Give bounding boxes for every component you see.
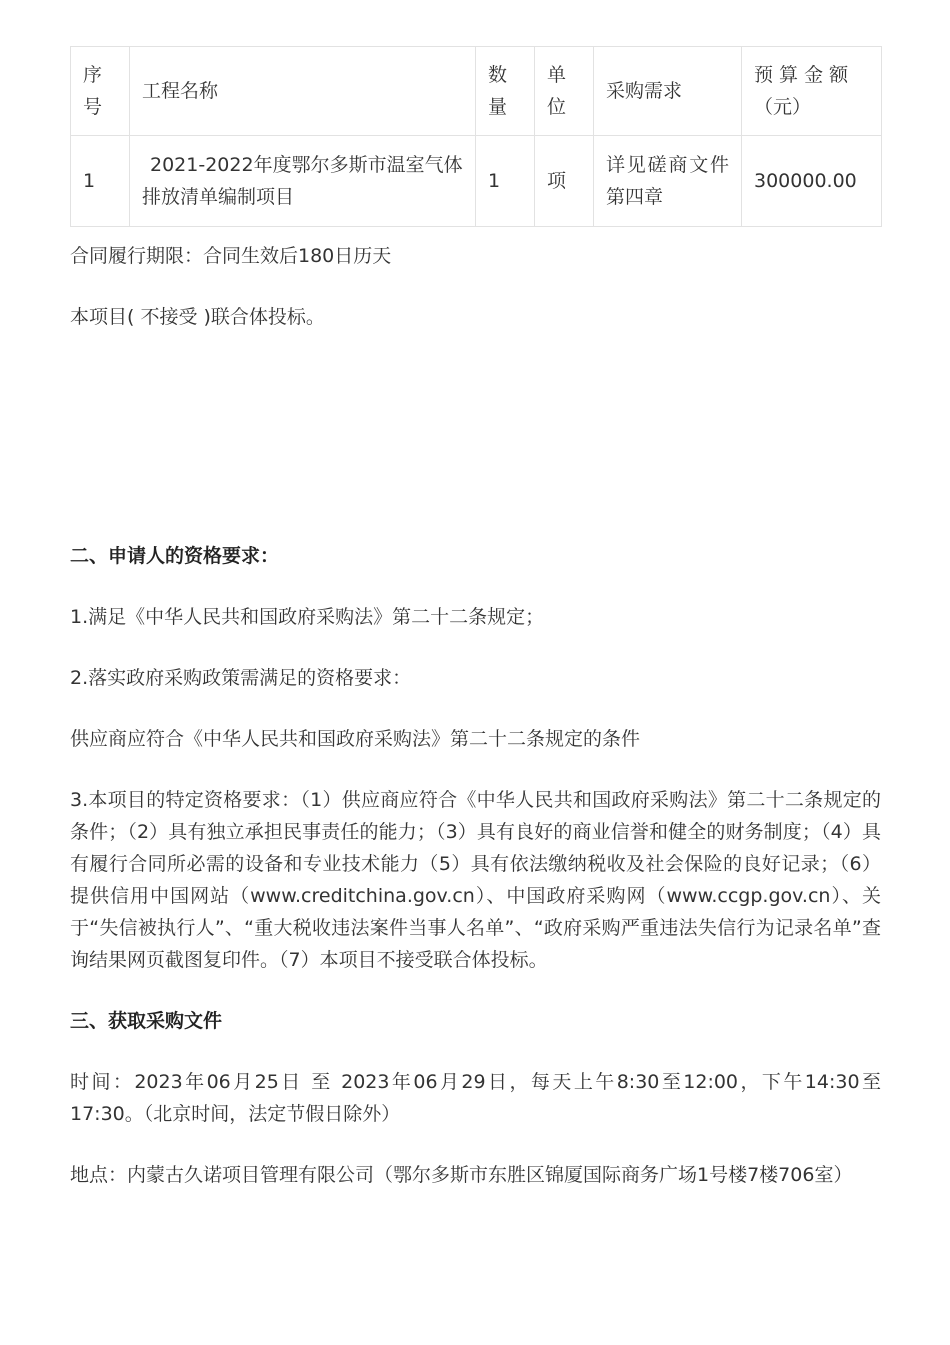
document-page xyxy=(70,46,881,1191)
header-qty: 数量 xyxy=(476,47,535,136)
header-seq: 序号 xyxy=(71,47,130,136)
section2-item2: 2.落实政府采购政策需满足的资格要求： xyxy=(70,667,412,689)
table-header-row xyxy=(71,47,882,136)
section2-item1: 1.满足《中华人民共和国政府采购法》第二十二条规定； xyxy=(70,606,545,628)
cell-budget: 300000.00 xyxy=(742,136,882,227)
header-req: 采购需求 xyxy=(594,47,742,136)
section2-item3: 3.本项目的特定资格要求：（1）供应商应符合《中华人民共和国政府采购法》第二十二条规定的条件；（2）具有独立承担民事责任的能力；（3）具有良好的商业信誉和健全的财务制度；（4）具有履行合同所必需的设备和专业技术能力（5）具有依法缴纳税收及社会保险的良好记录；（6）提供信用中国网站（www.creditchina.gov.cn）、中国政府采购网（www.ccgp.gov.cn）、关于“失信被执行人”、“重大税收违法案件当事人名单”、“政府采购严重违法失信行为记录名单”查询结果网页截图复印件。（7）本项目不接受联合体投标。 xyxy=(70,789,881,971)
cell-qty: 1 xyxy=(476,136,535,227)
section3-time: 时间：2023年06月25日 至 2023年06月29日，每天上午8:30至12:00，下午14:30至17:30。（北京时间，法定节假日除外） xyxy=(70,1071,881,1125)
header-name: 工程名称 xyxy=(130,47,476,136)
procurement-table xyxy=(70,46,882,227)
section3-place: 地点：内蒙古久诺项目管理有限公司（鄂尔多斯市东胜区锦厦国际商务广场1号楼7楼706室） xyxy=(70,1164,853,1186)
cell-seq: 1 xyxy=(71,136,130,227)
section3-heading: 三、获取采购文件 xyxy=(70,1010,223,1032)
table-row xyxy=(71,136,882,227)
header-unit: 单位 xyxy=(535,47,594,136)
header-budget: 预 算 金 额（元） xyxy=(742,47,882,136)
cell-name: 2021-2022年度鄂尔多斯市温室气体排放清单编制项目 xyxy=(130,136,476,227)
contract-period: 合同履行期限：合同生效后180日历天 xyxy=(70,245,392,267)
cell-unit: 项 xyxy=(535,136,594,227)
section2-heading: 二、申请人的资格要求： xyxy=(70,545,280,567)
cell-req: 详见磋商文件第四章 xyxy=(594,136,742,227)
section2-item2-detail: 供应商应符合《中华人民共和国政府采购法》第二十二条规定的条件 xyxy=(70,728,641,750)
consortium-note: 本项目( 不接受 )联合体投标。 xyxy=(70,306,325,328)
